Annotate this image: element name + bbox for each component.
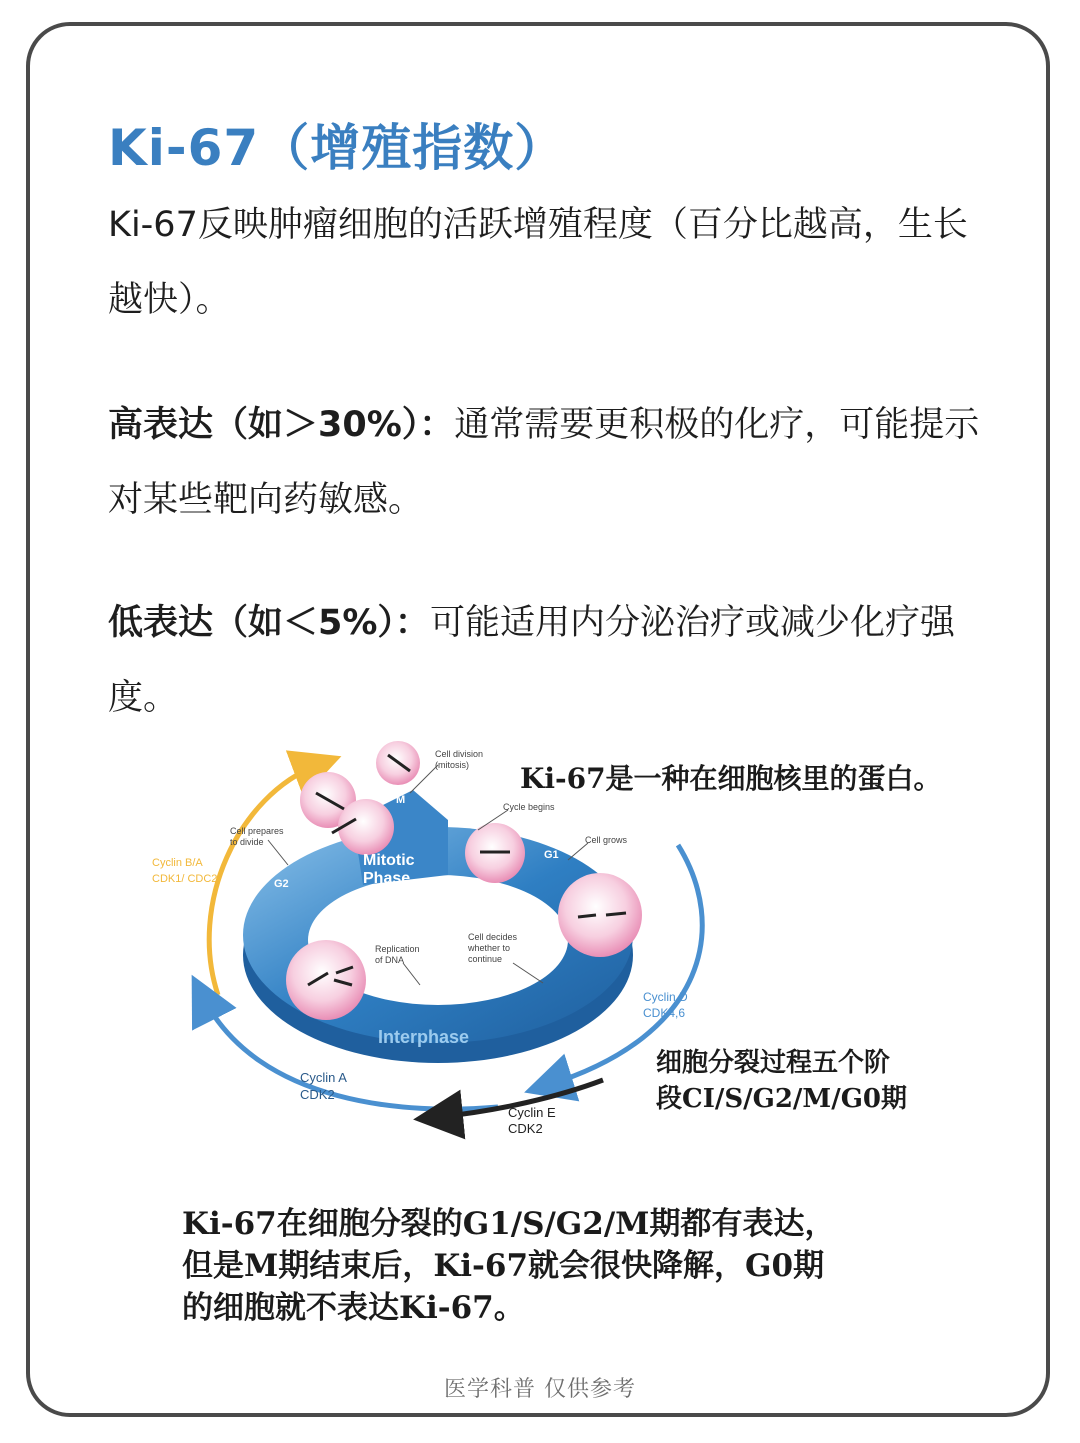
figure-note-bottom-line1: Ki-67在细胞分裂的G1/S/G2/M期都有表达， <box>182 1206 836 1242</box>
label-replication-1: Replication <box>375 944 420 954</box>
label-mitosis: (mitosis) <box>435 760 469 770</box>
high-expression-paragraph <box>108 388 988 538</box>
label-phase-s: S <box>416 992 425 1006</box>
page-title: Ki-67（增殖指数） <box>108 119 566 177</box>
cell-replication <box>286 940 366 1020</box>
label-decides-1: Cell decides <box>468 932 518 942</box>
figure-note-top: Ki-67是一种在细胞核里的蛋白。 <box>520 762 942 795</box>
low-expression-text: 可能适用内分泌治疗或减少化疗强度。 <box>108 603 955 718</box>
figure-note-bottom-line3: 的细胞就不表达Ki-67。 <box>182 1290 525 1326</box>
high-expression-label: 高表达（如＞30%）： <box>108 405 455 445</box>
low-expression-label: 低表达（如＜5%）： <box>108 603 430 643</box>
label-phase-g2: G2 <box>274 878 289 890</box>
label-interphase: Interphase <box>378 1027 470 1047</box>
high-expression-text: 通常需要更积极的化疗，可能提示对某些靶向药敏感。 <box>108 405 980 520</box>
label-cyclin-e-2: CDK2 <box>508 1121 543 1136</box>
label-decides-2: whether to <box>468 943 511 953</box>
label-cell-prepares-1: Cell prepares <box>230 826 284 836</box>
label-cell-grows: Cell grows <box>585 835 628 845</box>
figure-note-phases-line1: 细胞分裂过程五个阶 <box>656 1048 891 1078</box>
figure-note-phases <box>656 1045 907 1117</box>
label-cyclin-e-1: Cyclin E <box>508 1105 556 1120</box>
label-cyclin-d-2: CDK4,6 <box>643 1006 686 1020</box>
label-cyclin-ba-1: Cyclin B/A <box>152 857 203 869</box>
figure-note-bottom <box>182 1203 835 1329</box>
label-cell-division: Cell division <box>435 749 484 759</box>
intro-paragraph: Ki-67反映肿瘤细胞的活跃增殖程度（百分比越高，生长越快）。 <box>108 205 968 320</box>
label-decides-3: continue <box>468 954 503 964</box>
label-mitotic-2: Phase <box>363 870 411 887</box>
label-phase-g1: G1 <box>544 849 559 861</box>
cell-grown <box>558 873 642 957</box>
label-cyclin-a-1: Cyclin A <box>300 1070 347 1085</box>
figure-note-phases-line2: 段CI/S/G2/M/G0期 <box>656 1084 907 1114</box>
dividing-cell-right <box>338 799 394 855</box>
label-cyclin-ba-2: CDK1/ CDC2 <box>152 873 218 885</box>
label-phase-m: M <box>396 794 406 806</box>
footer-disclaimer: 医学科普 仅供参考 <box>444 1377 636 1402</box>
label-mitotic-1: Mitotic <box>363 852 415 869</box>
label-cell-prepares-2: to divide <box>230 837 264 847</box>
low-expression-paragraph <box>108 586 988 736</box>
figure-note-bottom-line2: 但是M期结束后，Ki-67就会很快降解，G0期 <box>182 1248 825 1284</box>
label-cyclin-d-1: Cyclin D <box>643 990 688 1004</box>
cell-cycle-figure <box>148 735 948 1345</box>
label-cycle-begins: Cycle begins <box>503 802 555 812</box>
label-replication-2: of DNA <box>375 955 405 965</box>
label-cyclin-a-2: CDK2 <box>300 1087 335 1102</box>
